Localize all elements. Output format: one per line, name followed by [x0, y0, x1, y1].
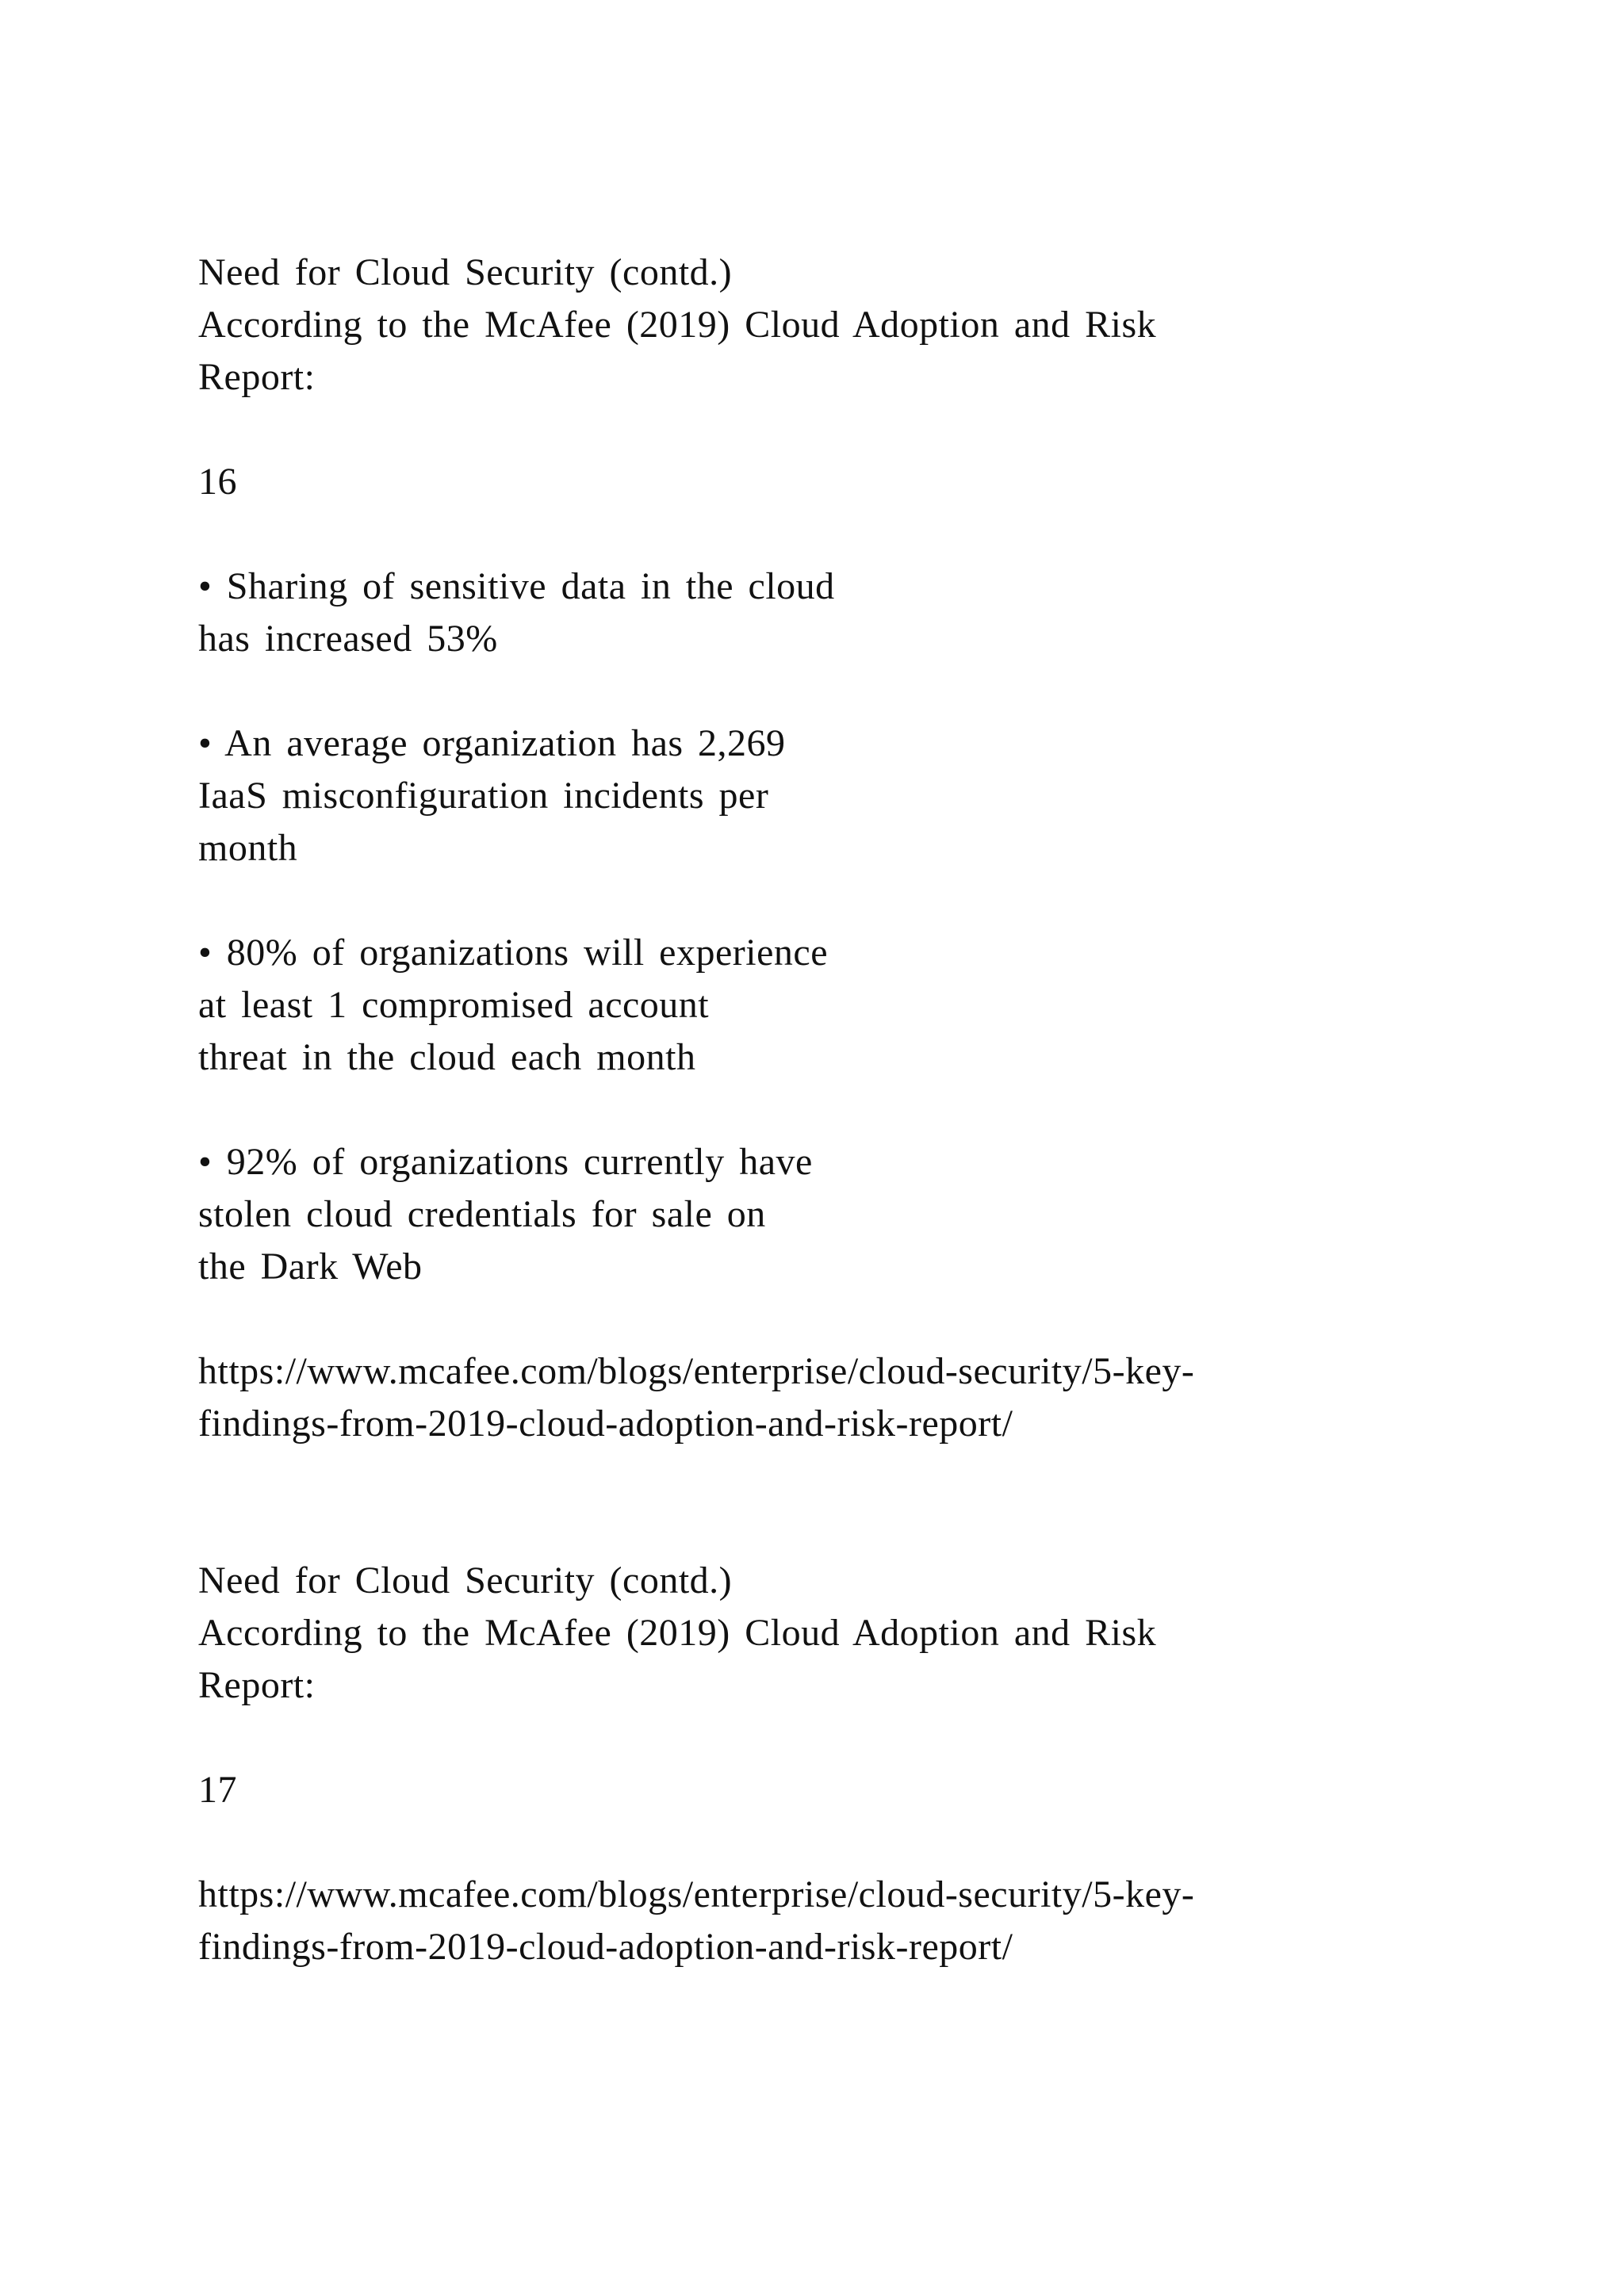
source-url-line: https://www.mcafee.com/blogs/enterprise/cloud-security/5-key- [198, 1873, 1195, 1915]
bullet-line: has increased 53% [198, 618, 498, 660]
bullet-4 [198, 1136, 1483, 1293]
source-url-line: findings-from-2019-cloud-adoption-and-risk-report/ [198, 1402, 1013, 1445]
slide-16-number [198, 456, 1483, 508]
bullet-line: • 80% of organizations will experience [198, 932, 829, 974]
heading-line: Need for Cloud Security (contd.) [198, 251, 733, 293]
slide-number: 17 [198, 1769, 237, 1811]
bullet-line: • 92% of organizations currently have [198, 1141, 813, 1183]
heading-line: According to the McAfee (2019) Cloud Adoption and Risk [198, 304, 1157, 346]
bullet-line: month [198, 827, 298, 869]
heading-line: Need for Cloud Security (contd.) [198, 1559, 733, 1601]
bullet-2 [198, 718, 1483, 874]
source-url-line: https://www.mcafee.com/blogs/enterprise/cloud-security/5-key- [198, 1350, 1195, 1392]
heading-line: According to the McAfee (2019) Cloud Adoption and Risk [198, 1612, 1157, 1654]
bullet-line: stolen cloud credentials for sale on [198, 1193, 766, 1235]
heading-line: Report: [198, 356, 316, 398]
slide-16-source [198, 1345, 1483, 1450]
bullet-line: • Sharing of sensitive data in the cloud [198, 565, 835, 607]
slide-17-heading [198, 1555, 1483, 1712]
bullet-line: IaaS misconfiguration incidents per [198, 775, 769, 817]
slide-17-source [198, 1869, 1483, 1973]
bullet-line: • An average organization has 2,269 [198, 722, 786, 764]
bullet-line: threat in the cloud each month [198, 1036, 696, 1078]
heading-line: Report: [198, 1664, 316, 1706]
bullet-3 [198, 927, 1483, 1084]
bullet-1 [198, 561, 1483, 665]
bullet-line: the Dark Web [198, 1246, 423, 1288]
slide-16-heading [198, 247, 1483, 404]
bullet-line: at least 1 compromised account [198, 984, 710, 1026]
source-url-line: findings-from-2019-cloud-adoption-and-risk-report/ [198, 1926, 1013, 1968]
slide-17-number [198, 1764, 1483, 1816]
slide-number: 16 [198, 461, 237, 503]
